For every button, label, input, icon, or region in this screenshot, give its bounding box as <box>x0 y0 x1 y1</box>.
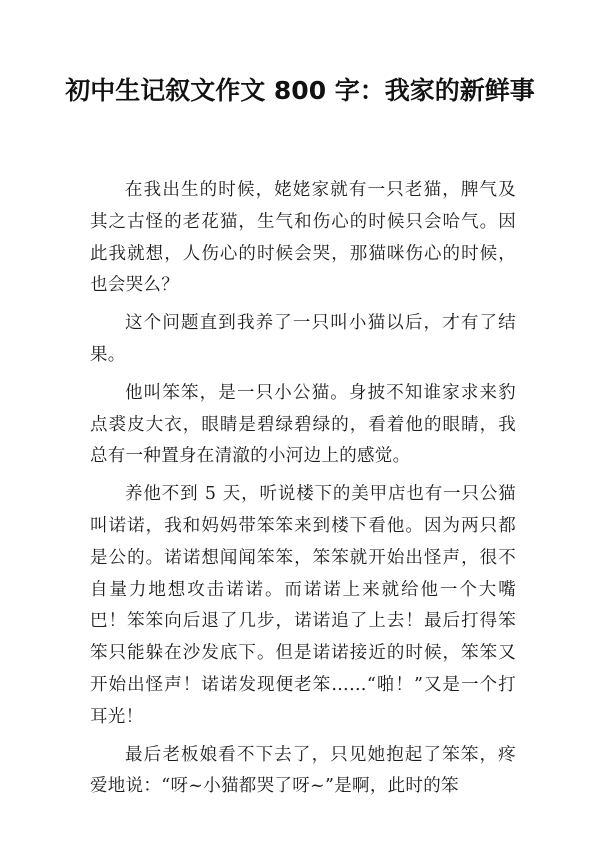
document-body <box>90 175 516 809</box>
document-title: 初中生记叙文作文 800 字：我家的新鲜事 <box>65 76 535 105</box>
paragraph-2: 这个问题直到我养了一只叫小猫以后，才有了结果。 <box>90 313 516 365</box>
paragraph-4: 养他不到 5 天，听说楼下的美甲店也有一只公猫叫诺诺，我和妈妈带笨笨来到楼下看他。因为两只都是公的。诺诺想闻闻笨笨，笨笨就开始出怪声，很不自量力地想攻击诺诺。而诺诺上来就给他一个大嘴巴！笨笨向后退了几步，诺诺追了上去！最后打得笨笨只能躲在沙发底下。但是诺诺接近的时候，笨笨又开始出怪声！诺诺发现便老笨……“啪！”又是一个打耳光！ <box>90 484 516 727</box>
paragraph-5: 最后老板娘看不下去了，只见她抱起了笨笨，疼爱地说：“呀~小猫都哭了呀~”是啊，此时的笨 <box>90 744 516 797</box>
paragraph-3: 他叫笨笨，是一只小公猫。身披不知谁家求来豹点裘皮大衣，眼睛是碧绿碧绿的，看着他的眼睛，我总有一种置身在清澈的小河边上的感觉。 <box>90 382 516 467</box>
paragraph-1: 在我出生的时候，姥姥家就有一只老猫，脾气及其之古怪的老花猫，生气和伤心的时候只会哈气。因此我就想，人伤心的时候会哭，那猫咪伤心的时候，也会哭么？ <box>90 180 516 296</box>
